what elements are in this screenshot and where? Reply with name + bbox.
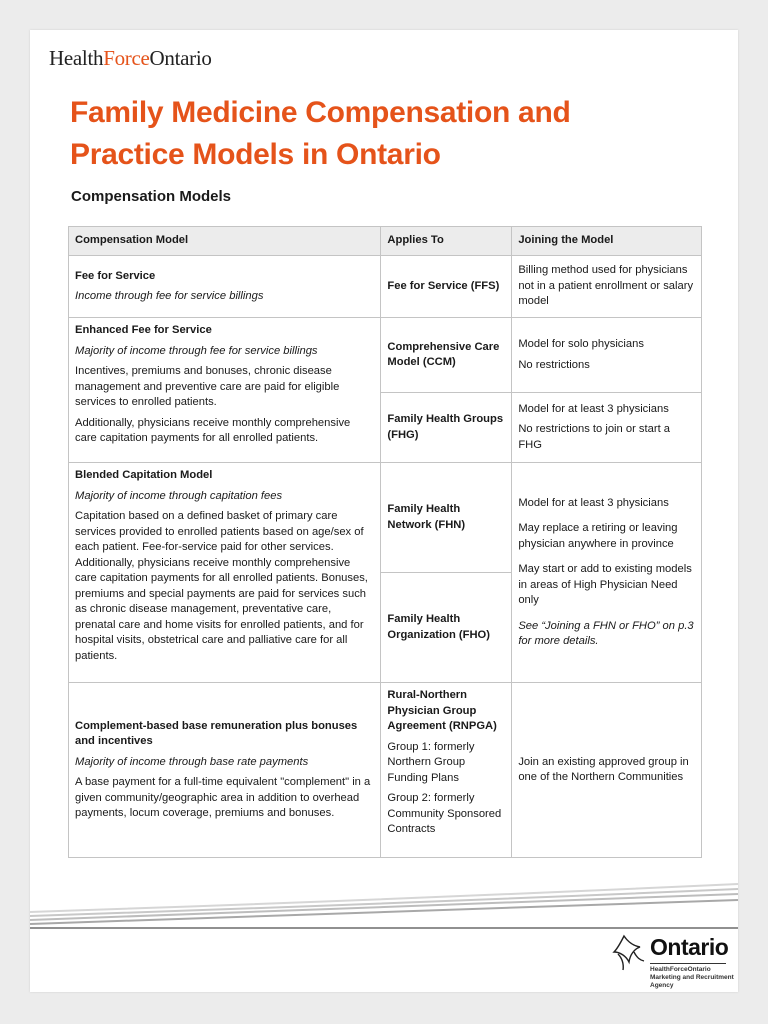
model-summary: Majority of income through capitation fees (75, 489, 283, 502)
applies-title: Rural-Northern Physician Group Agreement (RNPGA) (387, 689, 497, 732)
joining-cell: Billing method used for physicians not in a patient enrollment or salary model (512, 256, 702, 318)
joining-cell (512, 393, 702, 463)
model-description: A base payment for a full-time equivalent "complement" in a given community/geographic area in addition to overhead payments, locum coverage, premiums and bonuses. (75, 776, 371, 819)
logo-ontario: Ontario (149, 46, 212, 70)
applies-cell: Fee for Service (FFS) (381, 256, 512, 318)
applies-cell (381, 683, 512, 858)
applies-cell: Family Health Network (FHN) (381, 463, 512, 573)
joining-text: No restrictions to join or start a FHG (518, 423, 671, 451)
applies-cell: Family Health Organization (FHO) (381, 573, 512, 683)
applies-group: Group 2: formerly Community Sponsored Contracts (387, 792, 502, 835)
section-heading: Compensation Models (71, 188, 232, 205)
model-title: Enhanced Fee for Service (75, 324, 212, 336)
joining-text: Model for at least 3 physicians (518, 496, 669, 509)
joining-cell: Join an existing approved group in one of the Northern Communities (512, 683, 702, 858)
page-title: Family Medicine Compensation and Practice Models in Ontario (70, 96, 571, 171)
joining-cell (512, 463, 702, 683)
healthforceontario-logo (49, 46, 212, 71)
model-cell (69, 256, 381, 318)
agency-name: HealthForceOntario Marketing and Recruitment Agency (650, 966, 734, 989)
joining-text: No restrictions (518, 358, 590, 371)
logo-force: Force (103, 46, 150, 70)
document-page (30, 30, 738, 992)
model-summary: Majority of income through fee for service billings (75, 344, 318, 357)
joining-text: Model for solo physicians (518, 338, 644, 350)
model-summary: Income through fee for service billings (75, 290, 264, 302)
joining-text: May start or add to existing models in areas of High Physician Need only (518, 563, 692, 606)
wordmark-rule (650, 963, 726, 964)
joining-text: May replace a retiring or leaving physician anywhere in province (518, 522, 678, 550)
compensation-table (68, 226, 702, 858)
applies-cell: Comprehensive Care Model (CCM) (381, 318, 512, 393)
model-summary: Majority of income through base rate payments (75, 755, 309, 768)
model-description: Capitation based on a defined basket of primary care services provided to enrolled patients based on age/sex of each patient. Fee-for-service paid for other services. Additionally, physicians receive monthly comprehensive care capitation payments for all enrolled patients. Bonuses, premiums and special payments are paid for services such as chronic disease management, preventative care, prenatal care and home visits for enrolled patients, and for hospital visits, obstetrical care and palliative care for all patients. (75, 510, 368, 662)
table-row (69, 683, 702, 858)
model-cell (69, 318, 381, 463)
model-title: Blended Capitation Model (75, 469, 213, 481)
joining-text: Model for at least 3 physicians (518, 402, 669, 415)
column-header-applies: Applies To (381, 227, 512, 256)
table-header-row (69, 227, 702, 256)
table-row (69, 318, 702, 393)
model-description: Incentives, premiums and bonuses, chronic disease management and preventive care are paid for eligible services to enrolled patients. (75, 365, 340, 408)
logo-health: Health (49, 46, 104, 70)
ontario-wordmark: Ontario (650, 934, 729, 960)
column-header-joining: Joining the Model (512, 227, 702, 256)
model-cell (69, 463, 381, 683)
joining-note: See “Joining a FHN or FHO” on p.3 for more details. (518, 619, 694, 647)
joining-cell (512, 318, 702, 393)
model-cell (69, 683, 381, 858)
column-header-model: Compensation Model (69, 227, 381, 256)
table-row (69, 463, 702, 573)
model-description: Additionally, physicians receive monthly comprehensive care capitation payments for all enrolled patients. (75, 416, 351, 444)
model-title: Fee for Service (75, 269, 156, 282)
table-row (69, 256, 702, 318)
applies-cell: Family Health Groups (FHG) (381, 393, 512, 463)
applies-group: Group 1: formerly Northern Group Funding Plans (387, 740, 475, 784)
model-title: Complement-based base remuneration plus bonuses and incentives (75, 719, 358, 747)
